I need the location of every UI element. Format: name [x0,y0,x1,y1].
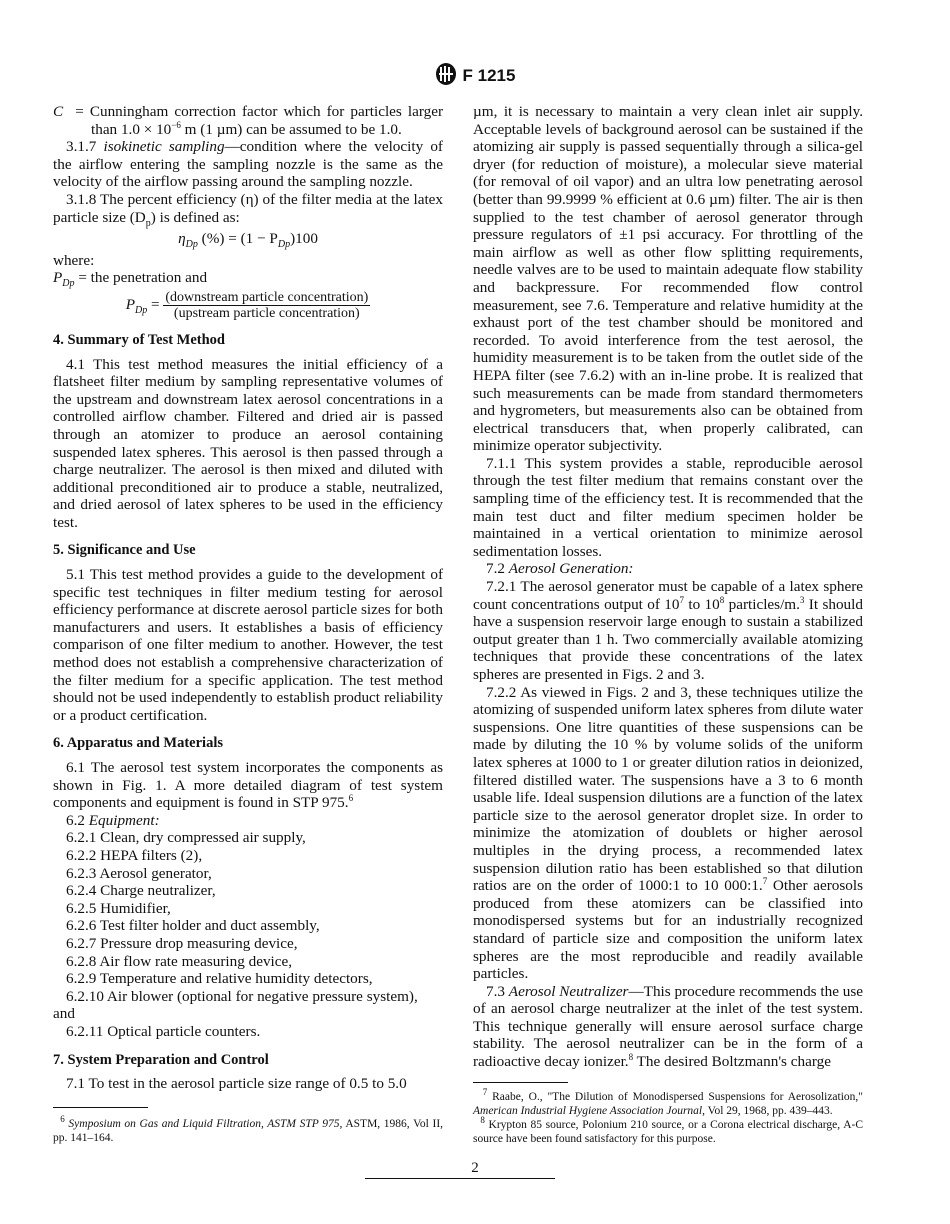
list-item: 6.2.1 Clean, dry compressed air supply, [66,829,306,847]
para-7-1-continued: µm, it is necessary to maintain a very clean inlet air supply. Acceptable levels of background aerosol can be sustained if the atomizing air supply is passed sequentially through a silica-gel dryer (for reduction of moisture), a molecular sieve material (for removal of oil vapor) and an ultra low penetrating aerosol (better than 99.9999 % efficient at 0.6 µm) filter. The air is then supplied to the test chamber of aerosol generator through pressure regulators of ±1 psi accuracy. For throttling of the main airflow as well as other flow splitting requirements, needle valves are to be used to maintain adequate flow stability and backpressure. For recommended flow control measurement, see 7.6. Temperature and relative humidity at the exhaust port of the test chamber should be monitored and recorded. To avoid interference from the test aerosol, the humidity measurement is to be taken from the outlet side of the HEPA filter (see 7.6.2) with an in-line probe. It is realized that such measurements can be made from standard thermometers and hygrometers, but measurements also can be obtained from electrical transducers that, when properly calibrated, can minimize operator subjectivity. [473,103,863,455]
para-5-1: 5.1 This test method provides a guide to the development of specific test techniques in filter medium testing for aerosol efficiency performance at discrete aerosol particle sizes for both manufacturers and users. It establishes a basis of efficiency comparison of one filter medium to another. However, the test method does not establish a comprehensive characterization of the filter medium for a specific application. The test method should not be used independently to establish product reliability or a product certification. [53,566,443,724]
para-7-3: 7.3 Aerosol Neutralizer—This procedure recommends the use of an aerosol charge neutralizer at the inlet of the test system. This technique generally will ensure aerosol surface charge stability. The aerosol neutralizer can be in the form of a radioactive decay ionizer.$^8$ The desired Boltzmann's charge [473,982,864,1071]
list-item: 6.2.6 Test filter holder and duct assembly, [66,917,320,935]
list-item: 6.2.5 Humidifier, [66,899,171,917]
para-3-1-7: 3.1.7 isokinetic sampling—condition where the velocity of the airflow entering the sampling nozzle is the same as the velocity of the airflow passing around the sampling nozzle. [53,138,443,191]
where-label: where: [53,251,95,269]
efficiency-equation: $\eta_{Dp}$ (%) = $(1 - P_{Dp})100$ [178,230,318,251]
para-3-1-8: 3.1.8 The percent efficiency (η) of the filter media at the latex particle size $(D_p)$ is defined as: [53,190,443,229]
left-column [53,103,443,1093]
list-item: 6.2.3 Aerosol generator, [66,864,212,882]
cunningham-definition: C = Cunningham correction factor which for particles larger than $1.0 \times 10^{-6}$ m (1 µm) can be assumed to be 1.0. [53,103,444,138]
penetration-definition: $P_{Dp}$ = the penetration and [53,269,208,290]
para-7-2-2: 7.2.2 As viewed in Figs. 2 and 3, these techniques utilize the atomizing of suspended uniform latex spheres from dilute water suspensions. One litre quantities of these suspensions can be made by diluting the 10 % by volume solids of the uniform latex spheres at 1000 to 1 or greater dilution ratios in deionized, filtered distilled water. The suspensions have a 3 to 6 month usable life. Ideal suspension dilutions are a function of the latex particle size to the aerosol generator droplet size. In order to minimize the atomization of doublets or higher aerosol multiples in the drying process, a recommended latex suspension dilution ratio has been established so that dilution ratios are on the order of 1000:1 to 10 000:1.$^7$ Other aerosols produced from these atomizers can be classified into monodispersed systems but for an industrially recognized standard of particle size and composition the uniform latex spheres are the most reproducible and readily available particles. [473,683,863,983]
list-item: 6.2.10 Air blower (optional for negative pressure system), [66,987,418,1005]
footnote-7: $^7$ Raabe, O., "The Dilution of Monodispersed Suspensions for Aerosolization," American Industrial Hygiene Association Journal, Vol 29, 1968, pp. 439–443. [473,1087,863,1117]
para-6-2: 6.2 Equipment: [66,811,160,829]
penetration-fraction: $\frac{\text{(downstream particle concentration)}}{\text{(upstream particle concentration)}}$ [165,289,369,321]
para-7-1-1: 7.1.1 This system provides a stable, reproducible aerosol through the test filter medium that remains constant over the sampling time of the efficiency test. It is recommended that the main test duct and filter medium specimen holder be maintained in a vertical orientation to minimize aerosol sedimentation losses. [473,454,863,560]
footnote-6: $^6$ Symposium on Gas and Liquid Filtration, ASTM STP 975, ASTM, 1986, Vol II, pp. 141–164. [53,1114,444,1144]
para-4-1: 4.1 This test method measures the initial efficiency of a flatsheet filter medium by sampling representative volumes of the upstream and downstream latex aerosol concentrations in a controlled airflow chamber. Filtered and dried air is passed through an atomizer to produce an aerosol containing suspended latex spheres. This aerosol is then passed through a charge neutralizer. The aerosol is then mixed and diluted with additional preconditioned air to produce a stable, neutralized, and dried aerosol of latex spheres to be used in the efficiency test. [53,355,443,531]
section-5-heading: 5. Significance and Use [53,542,196,559]
list-item: 6.2.7 Pressure drop measuring device, [66,934,298,952]
page-number-rule [365,1178,555,1179]
para-7-1: 7.1 To test in the aerosol particle size range of 0.5 to 5.0 [66,1075,407,1093]
penetration-equation: $P_{Dp}$ = $\frac{\text{(downstream particle concentration)}}{\text{(upstream particle concentration)}}$ [125,289,369,321]
list-item: 6.2.2 HEPA filters (2), [66,846,203,864]
section-7-heading: 7. System Preparation and Control [53,1051,269,1068]
standard-designation: F 1215 [462,65,516,85]
equipment-list [53,829,443,1040]
list-item: 6.2.11 Optical particle counters. [66,1022,261,1040]
list-item: 6.2.4 Charge neutralizer, [66,882,216,900]
right-column [473,103,863,1071]
para-7-2-1: 7.2.1 The aerosol generator must be capable of a latex sphere count concentrations output of $10^7$ to $10^8$ particles/m.$^3$ It should have a suspension reservoir large enough to sustain a stabilized output greater than 1 h. Two commercially available atomizing techniques that provide these concentrations of the latex spheres are presented in Figs. 2 and 3. [473,578,863,683]
page-number: 2 [471,1160,479,1176]
section-6-heading: 6. Apparatus and Materials [53,735,223,752]
footnote-rule-right [473,1082,568,1083]
footnote-rule-left [53,1107,148,1108]
footnote-8: $^8$ Krypton 85 source, Polonium 210 source, or a Corona electrical discharge, A-C source have been found satisfactory for this purpose. [473,1115,863,1145]
list-item-and: and [53,1005,75,1023]
page-header [0,62,950,91]
astm-logo-icon [435,62,457,91]
para-7-2: 7.2 Aerosol Generation: [486,560,634,578]
list-item: 6.2.8 Air flow rate measuring device, [66,952,293,970]
section-4-heading: 4. Summary of Test Method [53,331,225,348]
footnotes-right [473,1087,863,1146]
para-6-1: 6.1 The aerosol test system incorporates the components as shown in Fig. 1. A more detailed diagram of test system components and equipment is found in STP 975.$^6$ [53,759,443,812]
list-item: 6.2.9 Temperature and relative humidity detectors, [66,970,373,988]
